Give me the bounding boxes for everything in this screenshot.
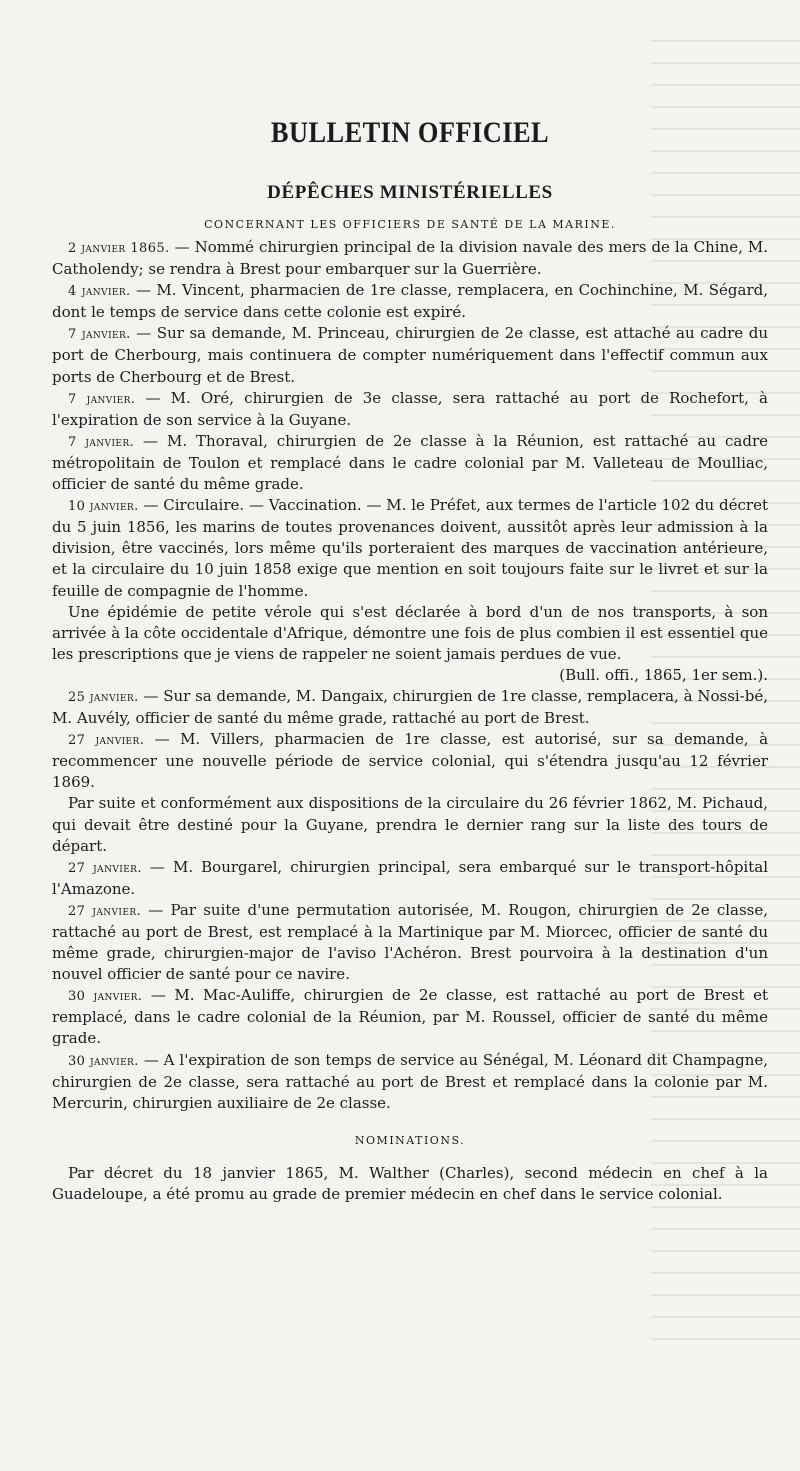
dispatch-entry <box>52 431 768 495</box>
entry-reference: (Bull. offi., 1865, 1er sem.). <box>559 665 768 684</box>
section-title: DÉPÊCHES MINISTÉRIELLES <box>267 182 553 203</box>
entry-text: — M. Villers, pharmacien de 1re classe, est autorisé, sur sa demande, à recommencer une nouvelle période de service colonial, qui s'étendra jusqu'au 12 février 1869. <box>52 730 769 792</box>
dispatch-list <box>52 237 768 1114</box>
entry-text: — M. Oré, chirurgien de 3e classe, sera rattaché au port de Rochefort, à l'expiration de son service à la Guyane. <box>52 388 769 429</box>
page-content <box>52 116 768 1205</box>
section-subheading: CONCERNANT LES OFFICIERS DE SANTÉ DE LA MARINE. <box>204 218 616 231</box>
dispatch-entry <box>52 495 768 601</box>
dispatch-entry <box>52 900 768 985</box>
entry-text: — Nommé chirurgien principal de la division navale des mers de la Chine, M. Catholendy; se rendra à Brest pour embarquer sur la Guerrière. <box>52 238 769 279</box>
page-title: BULLETIN OFFICIEL <box>270 116 550 149</box>
dispatch-entry <box>52 388 768 431</box>
dispatch-entry <box>52 793 768 856</box>
entry-text: — M. Mac-Auliffe, chirurgien de 2e classe, est rattaché au port de Brest et remplacé, dans le cadre colonial de la Réunion, par M. Roussel, officier de santé du même grade. <box>52 986 769 1048</box>
nomination-paragraph: Par décret du 18 janvier 1865, M. Walther (Charles), second médecin en chef à la Guadeloupe, a été promu au grade de premier médecin en chef dans le service colonial. <box>52 1163 768 1203</box>
dispatch-entry <box>52 686 768 729</box>
entry-date: 10 janvier. <box>68 499 139 515</box>
entry-date: 27 janvier. <box>68 903 142 919</box>
entry-text: — M. Vincent, pharmacien de 1re classe, remplacera, en Cochinchine, M. Ségard, dont le temps de service dans cette colonie est expiré. <box>52 281 768 322</box>
entry-text: Par suite et conformément aux dispositions de la circulaire du 26 février 1862, M. Pichaud, qui devait être destiné pour la Guyane, prendra le dernier rang sur la liste des tours de départ. <box>52 794 768 855</box>
entry-date: 27 janvier. <box>68 860 142 876</box>
entry-text: — A l'expiration de son temps de service au Sénégal, M. Léonard dit Champagne, chirurgien de 2e classe, sera rattaché au port de Brest et remplacé dans la colonie par M. Mercurin, chirurgien auxiliaire de 2e classe. <box>52 1050 769 1112</box>
entry-date: 25 janvier. <box>68 689 139 705</box>
entry-date: 30 janvier. <box>68 989 143 1005</box>
entry-text: Une épidémie de petite vérole qui s'est déclarée à bord d'un de nos transports, à son arrivée à la côte occidentale d'Afrique, démontre une fois de plus combien il est essentiel que les prescriptions que je viens de rappeler ne soient jamais perdues de vue. <box>52 602 768 663</box>
entry-text: — Circulaire. — Vaccination. — M. le Préfet, aux termes de l'article 102 du décret du 5 juin 1856, les marins de toutes provenances doivent, aussitôt après leur admission à la division, être vaccinés, lors même qu'ils porteraient des marques de vaccination antérieure, et la circulaire du 10 juin 1858 exige que mention en soit toujours faite sur le livret et sur la feuille de compagnie de l'homme. <box>52 496 768 600</box>
nominations-heading: NOMINATIONS. <box>354 1133 466 1147</box>
entry-date: 30 janvier. <box>68 1053 139 1069</box>
entry-date: 7 janvier. <box>68 391 136 407</box>
dispatch-entry <box>52 323 768 387</box>
dispatch-entry <box>52 985 768 1049</box>
entry-date: 7 janvier. <box>68 434 135 450</box>
dispatch-entry <box>52 1050 768 1114</box>
entry-text: — Sur sa demande, M. Princeau, chirurgien de 2e classe, est attaché au cadre du port de Cherbourg, mais continuera de compter numériquement dans l'effectif commun aux ports de Cherbourg et de Brest. <box>52 324 768 386</box>
entry-date: 7 janvier. <box>68 327 131 343</box>
dispatch-entry <box>52 280 768 323</box>
entry-text: — M. Thoraval, chirurgien de 2e classe à la Réunion, est rattaché au cadre métropolitain de Toulon et remplacé dans le cadre colonial par M. Valleteau de Moulliac, officier de santé du même grade. <box>52 431 768 494</box>
entry-text: — M. Bourgarel, chirurgien principal, sera embarqué sur le transport-hôpital l'Amazone. <box>52 857 768 898</box>
entry-text: — Sur sa demande, M. Dangaix, chirurgien de 1re classe, remplacera, à Nossi-bé, M. Auvély, officier de santé du même grade, rattaché au port de Brest. <box>52 686 768 728</box>
dispatch-entry <box>52 729 768 793</box>
entry-date: 2 janvier 1865. <box>68 241 170 256</box>
dispatch-entry <box>52 602 768 686</box>
entry-text: — Par suite d'une permutation autorisée, M. Rougon, chirurgien de 2e classe, rattaché au port de Brest, est remplacé à la Martinique par M. Miorcec, officier de santé du même grade, chirurgien-major de l'aviso l'Achéron. Brest pourvoira à la destination d'un nouvel officier de santé pour ce navire. <box>52 900 769 984</box>
dispatch-entry <box>52 237 768 280</box>
dispatch-entry <box>52 857 768 900</box>
entry-date: 27 janvier. <box>68 733 145 749</box>
entry-date: 4 janvier. <box>68 284 131 300</box>
